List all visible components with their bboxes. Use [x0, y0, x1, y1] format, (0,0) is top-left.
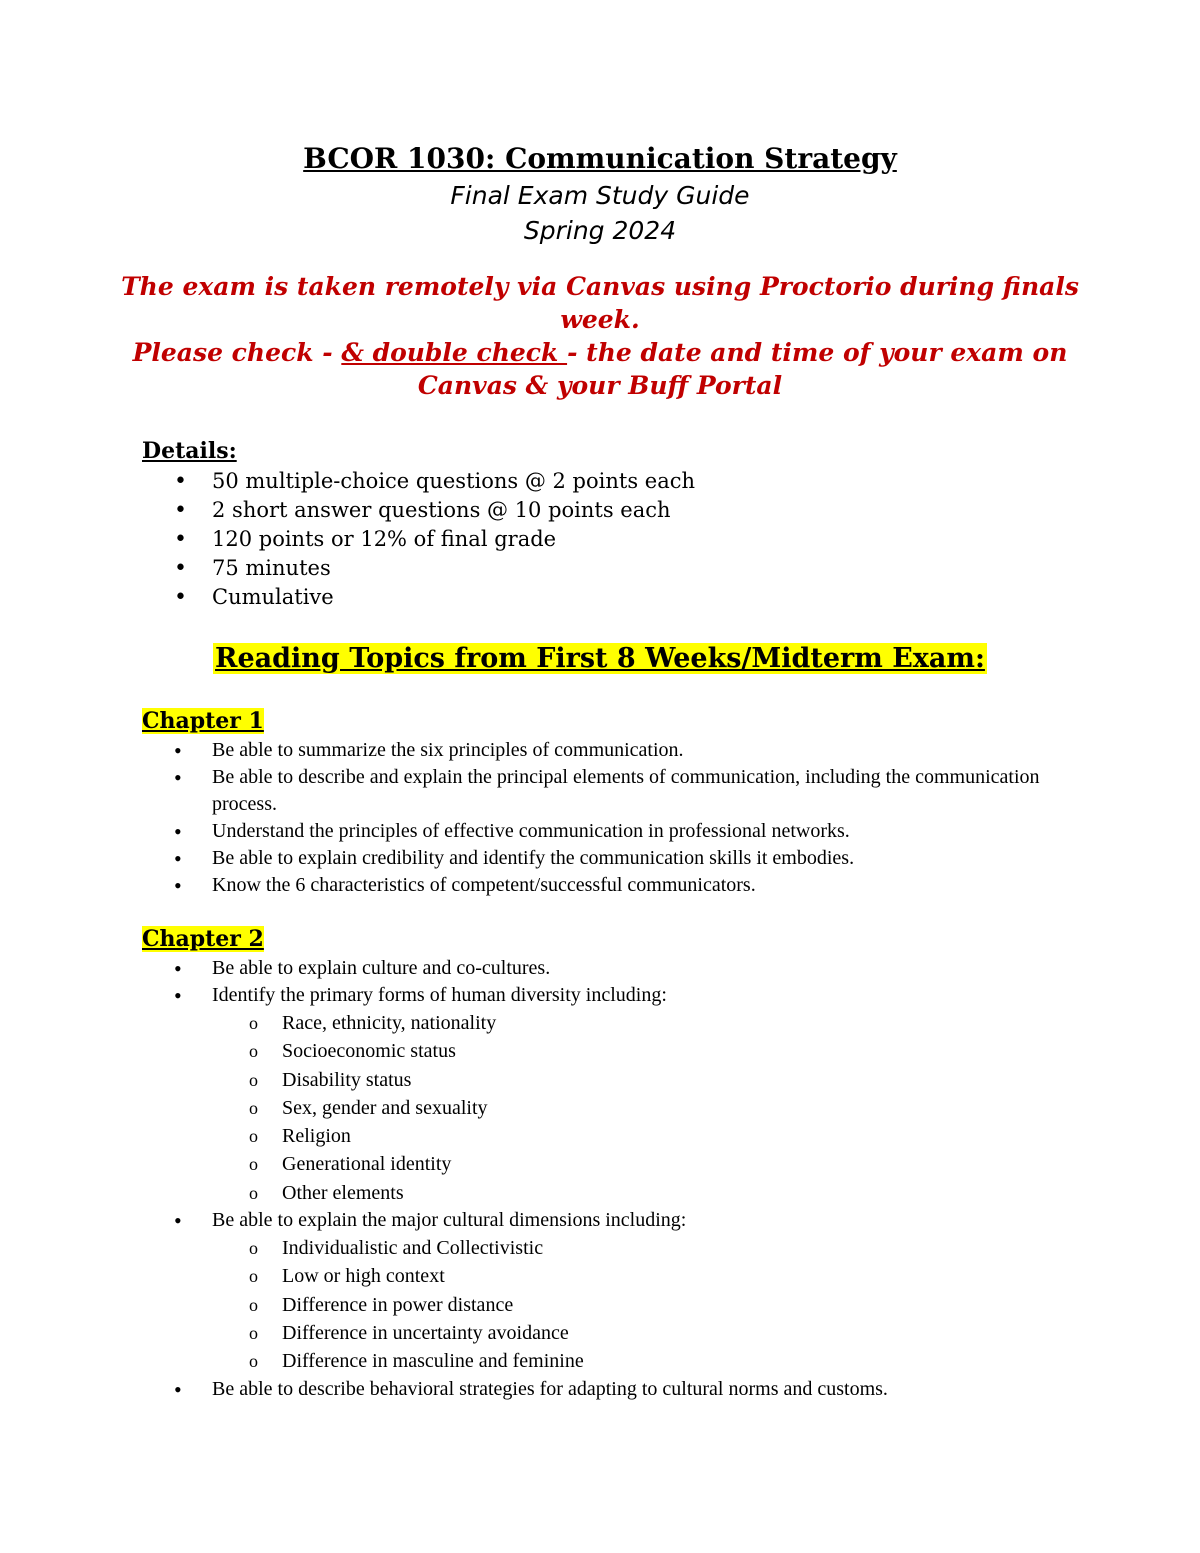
document-term: Spring 2024: [523, 216, 677, 245]
exam-notice: [120, 270, 1080, 402]
details-list: [142, 467, 695, 612]
details-heading: Details:: [142, 438, 237, 464]
chapter-1-item: • Know the 6 characteristics of competent/successful communicators.: [142, 872, 1072, 899]
dimension-item: o Difference in power distance: [212, 1291, 1072, 1319]
diversity-item: o Other elements: [212, 1179, 1072, 1207]
notice-line-2-start: Please check -: [132, 338, 342, 367]
diversity-item: o Sex, gender and sexuality: [212, 1094, 1072, 1122]
details-item: • 50 multiple-choice questions @ 2 points each: [142, 467, 695, 496]
notice-double-check: & double check: [341, 338, 568, 367]
diversity-item: o Generational identity: [212, 1150, 1072, 1178]
dimension-item: o Difference in uncertainty avoidance: [212, 1319, 1072, 1347]
dimensions-list: [212, 1234, 1072, 1375]
chapter-2-item: • Be able to describe behavioral strategies for adapting to cultural norms and customs.: [142, 1376, 1072, 1403]
chapter-1-heading: [142, 706, 264, 738]
diversity-item: o Socioeconomic status: [212, 1037, 1072, 1065]
chapter-2-item-text: Identify the primary forms of human diversity including:: [212, 984, 667, 1006]
chapter-1-heading-text: Chapter 1: [142, 708, 264, 734]
details-item: • 75 minutes: [142, 554, 695, 583]
chapter-2-item: [142, 1207, 1072, 1375]
details-item: • Cumulative: [142, 583, 695, 612]
notice-line-2-end: - the date and time of your exam on Canvas & your Buff Portal: [417, 338, 1068, 400]
chapter-2-item: [142, 982, 1072, 1207]
chapter-1-list: [142, 737, 1072, 899]
details-item: • 2 short answer questions @ 10 points each: [142, 496, 695, 525]
title-block: [0, 140, 1200, 248]
chapter-1-item: • Be able to explain credibility and identify the communication skills it embodies.: [142, 845, 1072, 872]
diversity-item: o Religion: [212, 1122, 1072, 1150]
details-item: • 120 points or 12% of final grade: [142, 525, 695, 554]
notice-line-1: The exam is taken remotely via Canvas using Proctorio during finals week.: [121, 272, 1079, 334]
chapter-2-heading: [142, 924, 264, 956]
reading-topics-heading-text: Reading Topics from First 8 Weeks/Midterm Exam:: [215, 643, 985, 674]
reading-topics-heading: [0, 640, 1200, 678]
dimension-item: o Individualistic and Collectivistic: [212, 1234, 1072, 1262]
chapter-2-item-text: Be able to explain the major cultural dimensions including:: [212, 1209, 687, 1232]
dimension-item: o Low or high context: [212, 1262, 1072, 1290]
notice-line-2: [120, 336, 1080, 402]
diversity-item: o Race, ethnicity, nationality: [212, 1009, 1072, 1037]
chapter-2-heading-text: Chapter 2: [142, 926, 264, 952]
chapter-1-item: • Be able to summarize the six principles of communication.: [142, 737, 1072, 764]
document-title: BCOR 1030: Communication Strategy: [303, 142, 897, 175]
chapter-2-item: • Be able to explain culture and co-cultures.: [142, 955, 1072, 982]
diversity-item: o Disability status: [212, 1066, 1072, 1094]
chapter-1-item: • Be able to describe and explain the principal elements of communication, including the communication process.: [142, 764, 1072, 818]
chapter-2-list: [142, 955, 1072, 1403]
diversity-list: [212, 1009, 1072, 1207]
chapter-1-item: • Understand the principles of effective communication in professional networks.: [142, 818, 1072, 845]
document-subtitle: Final Exam Study Guide: [450, 181, 750, 210]
dimension-item: o Difference in masculine and feminine: [212, 1347, 1072, 1375]
